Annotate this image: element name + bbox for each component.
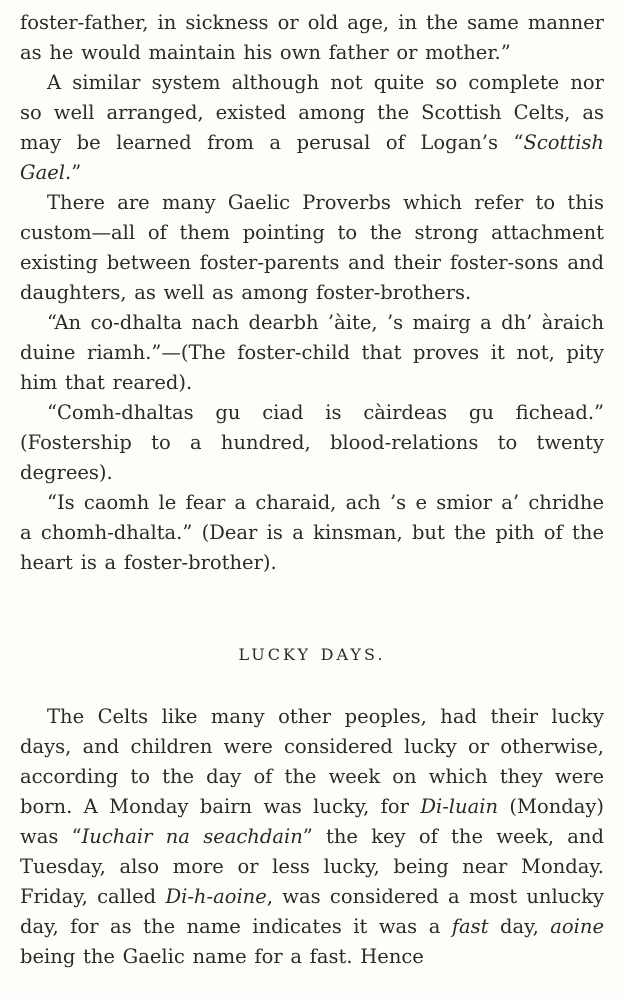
text-run: ” bbox=[71, 161, 82, 184]
italic-text-run: fast bbox=[451, 915, 489, 938]
paragraph-proverb-co-dhalta bbox=[20, 308, 604, 398]
text-run: day, bbox=[488, 915, 551, 938]
italic-text-run: Di-luain bbox=[420, 795, 499, 818]
text-run: foster-father, in sickness or old age, in the same manner as he would maintain his own father or mother.” bbox=[20, 11, 604, 64]
italic-text-run: Scottish Gael. bbox=[20, 131, 604, 184]
text-run: “Comh-dhaltas gu ciad is càirdeas gu fichead.” (Fostership to a hundred, blood-relations to twenty degrees). bbox=[20, 401, 604, 484]
italic-text-run: aoine bbox=[550, 915, 604, 938]
text-run: “An co-dhalta nach dearbh ’àite, ’s mairg a dh’ àraich duine riamh.”—(The foster-child that proves it not, pity him that reared). bbox=[20, 311, 604, 394]
text-run: (Monday) was “ bbox=[20, 795, 604, 848]
paragraph-proverb-comh-dhaltas bbox=[20, 398, 604, 488]
paragraph-gaelic-proverbs bbox=[20, 188, 604, 308]
italic-text-run: Di-h-aoine bbox=[165, 885, 267, 908]
text-run: “Is caomh le fear a charaid, ach ’s e smior a’ chridhe a chomh-dhalta.” (Dear is a kinsman, but the pith of the heart is a foster-brother). bbox=[20, 491, 604, 574]
text-run: , was considered a most unlucky day, for as the name indicates it was a bbox=[20, 885, 604, 938]
text-run: There are many Gaelic Proverbs which refer to this custom—all of them pointing to the strong attachment existing between foster-parents and their foster-sons and daughters, as well as among foster-brothers. bbox=[20, 191, 604, 304]
paragraph-similar-system bbox=[20, 68, 604, 188]
text-run: The Celts like many other peoples, had their lucky days, and children were considered lucky or otherwise, according to the day of the week on which they were born. A Monday bairn was lucky, for bbox=[20, 705, 604, 818]
text-run: being the Gaelic name for a fast. Hence bbox=[20, 945, 424, 968]
italic-text-run: Iuchair na seachdain bbox=[81, 825, 303, 848]
paragraph-lucky-days bbox=[20, 702, 604, 972]
page-text-block bbox=[20, 8, 604, 972]
text-run: ” the key of the week, and Tuesday, also more or less lucky, being near Monday. Friday, called bbox=[20, 825, 604, 908]
section-heading-lucky-days: LUCKY DAYS. bbox=[238, 645, 386, 664]
text-run: A similar system although not quite so complete nor so well arranged, existed among the Scottish Celts, as may be learned from a perusal of Logan’s “ bbox=[20, 71, 604, 154]
paragraph-proverb-is-caomh bbox=[20, 488, 604, 578]
paragraph-foster-father-continuation bbox=[20, 8, 604, 68]
